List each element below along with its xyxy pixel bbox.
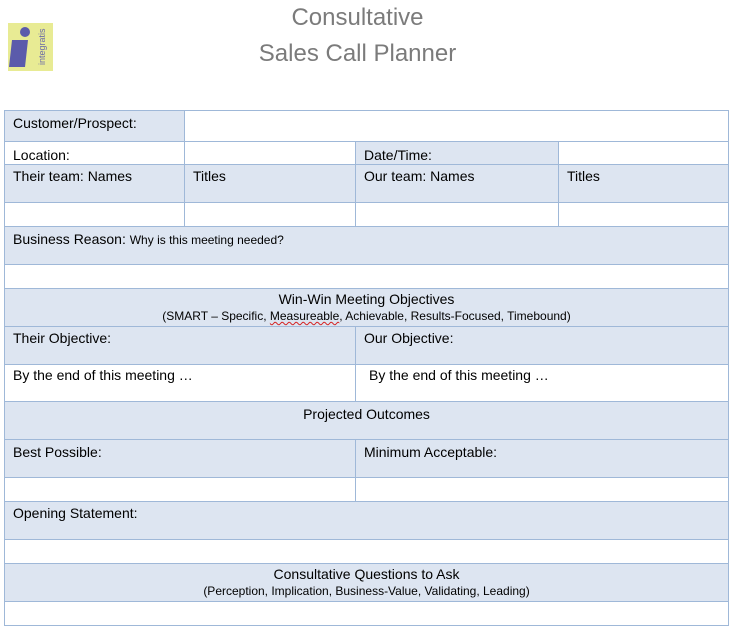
projected-outcomes-header: Projected Outcomes: [5, 402, 729, 440]
our-team-names-field[interactable]: [356, 203, 559, 227]
smart-subtitle: (SMART – Specific, Measureable, Achievable, Results-Focused, Timebound): [162, 309, 571, 323]
best-possible-field[interactable]: [5, 478, 356, 502]
our-objective-label: Our Objective:: [356, 327, 729, 365]
our-team-label: Our team: Names: [356, 165, 559, 203]
best-possible-label: Best Possible:: [5, 440, 356, 478]
integratis-logo: [8, 23, 53, 71]
their-objective-label: Their Objective:: [5, 327, 356, 365]
our-team-titles-field[interactable]: [559, 203, 729, 227]
opening-statement-field[interactable]: [5, 540, 729, 564]
business-reason-label: Business Reason:: [13, 231, 126, 247]
their-team-titles-field[interactable]: [185, 203, 356, 227]
our-titles-label: Titles: [559, 165, 729, 203]
their-objective-field[interactable]: By the end of this meeting …: [5, 365, 356, 402]
consultative-questions-field[interactable]: [5, 602, 729, 626]
datetime-label: Date/Time:: [356, 142, 559, 165]
opening-statement-label: Opening Statement:: [5, 502, 729, 540]
call-planner-form: [4, 110, 728, 607]
minimum-acceptable-field[interactable]: [356, 478, 729, 502]
our-objective-field[interactable]: By the end of this meeting …: [356, 365, 729, 402]
winwin-objectives-header: [5, 289, 729, 327]
logo-wordmark: integratis: [37, 28, 47, 66]
customer-label: Customer/Prospect:: [5, 111, 185, 142]
business-reason-hint: Why is this meeting needed?: [129, 233, 284, 247]
business-reason-header: [5, 227, 729, 265]
their-titles-label: Titles: [185, 165, 356, 203]
consultative-questions-header: [5, 564, 729, 602]
logo-i-icon: [8, 23, 34, 71]
questions-title: Consultative Questions to Ask: [273, 566, 460, 582]
location-field[interactable]: [185, 142, 356, 165]
page-title-line1: Consultative: [291, 4, 424, 31]
their-team-label: Their team: Names: [5, 165, 185, 203]
page-title-line2: Sales Call Planner: [258, 40, 457, 67]
business-reason-field[interactable]: [5, 265, 729, 289]
location-label: Location:: [5, 142, 185, 165]
spellcheck-word: Measureable: [269, 309, 340, 323]
datetime-field[interactable]: [559, 142, 729, 165]
their-team-names-field[interactable]: [5, 203, 185, 227]
questions-subtitle: (Perception, Implication, Business-Value, Validating, Leading): [203, 584, 530, 598]
customer-field[interactable]: [185, 111, 729, 142]
minimum-acceptable-label: Minimum Acceptable:: [356, 440, 729, 478]
winwin-title: Win-Win Meeting Objectives: [278, 291, 455, 307]
